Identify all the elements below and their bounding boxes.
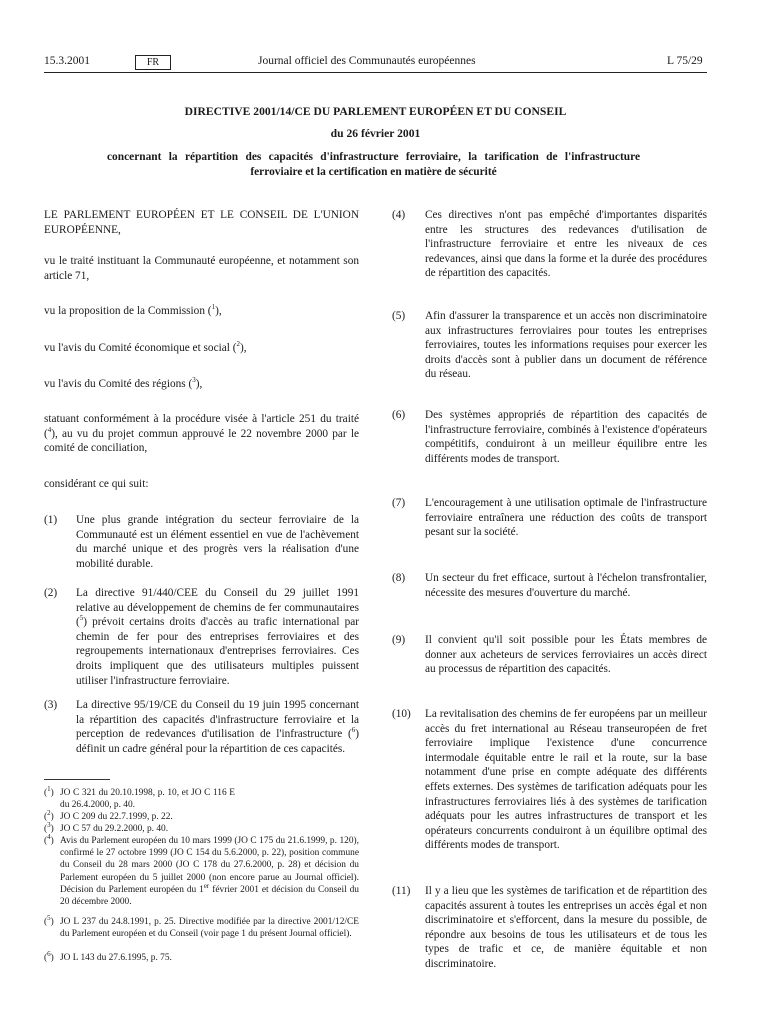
publication-date: 15.3.2001 [44, 55, 90, 67]
recital-number: (9) [392, 634, 406, 646]
footnote-text: JO L 143 du 27.6.1995, p. 75. [60, 953, 172, 963]
recital-text: Un secteur du fret efficace, surtout à l'échelon transfrontalier, nécessite des mesures d'ouverture du marché. [425, 572, 707, 599]
recital-text: Il convient qu'il soit possible pour les États membres de donner aux acheteurs de services ferroviaires un accès direct au processus de répartition des capacités. [425, 634, 707, 676]
recital-number: (4) [392, 209, 406, 221]
recital-number: (6) [392, 409, 406, 421]
recital-text: Afin d'assurer la transparence et un accès non discriminatoire aux infrastructures ferroviaires pour toutes les entreprises ferroviaires, toutes les informations requises pour exercer les droits d'accès sont à publier dans un document de référence du réseau. [425, 310, 707, 381]
recital-text: Ces directives n'ont pas empêché d'importantes disparités entre les structures des redevances d'utilisation de l'infrastructure ferroviaire et entre les niveaux de ces redevances, ainsi que dans la forme et la durée des procédures de répartition des capacités. [425, 209, 707, 280]
recital-number: (8) [392, 572, 406, 584]
recital-number: (11) [392, 885, 411, 897]
footnote-number: ($^3$) [44, 820, 54, 834]
recital-number: (1) [44, 514, 58, 526]
language-badge: FR [135, 55, 171, 70]
recital-number: (3) [44, 699, 58, 711]
recital-number: (5) [392, 310, 406, 322]
footnote-number: ($^6$) [44, 949, 54, 963]
recital-text: Une plus grande intégration du secteur ferroviaire de la Communauté est un élément essentiel en vue de l'achèvement du marché unique et des progrès vers la réalisation d'une mobilité durable. [76, 514, 359, 570]
journal-name: Journal officiel des Communautés européennes [258, 55, 476, 67]
footnote-rule [44, 779, 110, 780]
footnote-text: JO C 209 du 22.7.1999, p. 22. [60, 812, 173, 822]
recital-text: Des systèmes appropriés de répartition des capacités de l'infrastructure ferroviaire, combinés à l'existence d'opérateurs compétitifs, conduiront à un meilleur équilibre entre les différents modes de transport. [425, 409, 707, 465]
footnote-number: ($^1$) [44, 784, 54, 798]
recital-text: L'encouragement à une utilisation optimale de l'infrastructure ferroviaire entraînera une réduction des coûts de transport pesant sur la société. [425, 497, 707, 539]
footnote-number: ($^4$) [44, 832, 54, 846]
directive-date: du 26 février 2001 [330, 127, 421, 140]
preamble-procedure: statuant conformément à la procédure visée à l'article 251 du traité ($^4$), au vu du projet commun approuvé le 22 novembre 2000 par le comité de conciliation, [44, 413, 359, 455]
preamble-ecosoc: vu l'avis du Comité économique et social ($^2$), [44, 340, 247, 354]
page-number: L 75/29 [667, 55, 703, 67]
preamble-parties: LE PARLEMENT EUROPÉEN ET LE CONSEIL DE L'UNION EUROPÉENNE, [44, 209, 359, 236]
recital-text: Il y a lieu que les systèmes de tarification et de répartition des capacités assurent à toutes les entreprises un accès égal et non discriminatoire et s'efforcent, dans la mesure du possible, de répondre aux besoins de tous les utilisateurs et de tous les types de trafic et ce, de manière équitable et non discriminatoire. [425, 885, 707, 970]
footnote-text: Avis du Parlement européen du 10 mars 1999 (JO C 175 du 21.6.1999, p. 120), confirmé le 27 octobre 1999 (JO C 154 du 5.6.2000, p. 22), position commune du Conseil du 28 mars 2000 (JO C 178 du 27.6.2000, p. 28) et décision du Parlement européen du 5 juillet 2000 (non encore parue au Journal officiel). Décision du Parlement européen du 1er février 2001 et décision du Conseil du 20 décembre 2000. [60, 836, 359, 908]
preamble-considering: considérant ce qui suit: [44, 478, 149, 490]
recital-number: (7) [392, 497, 406, 509]
directive-subject: concernant la répartition des capacités d'infrastructure ferroviaire, la tarification de l'infrastructure ferroviaire et la certification en matière de sécurité [107, 151, 640, 178]
preamble-treaty: vu le traité instituant la Communauté européenne, et notamment son article 71, [44, 255, 359, 282]
directive-title: DIRECTIVE 2001/14/CE DU PARLEMENT EUROPÉEN ET DU CONSEIL [184, 105, 567, 118]
footnote-text: JO C 57 du 29.2.2000, p. 40. [60, 824, 169, 834]
recital-text: La directive 95/19/CE du Conseil du 19 juin 1995 concernant la répartition des capacités d'infrastructure ferroviaire et la perception de redevances d'utilisation de l'infrastructure ($^6$) définit un cadre général pour la répartition de ces capacités. [76, 699, 359, 755]
recital-number: (2) [44, 587, 58, 599]
recital-text: La revitalisation des chemins de fer européens par un meilleur accès du fret international au Réseau transeuropéen de fret ferroviaire implique l'existence d'une concurrence intermodale équitable entre le rail et la route, sur la base notamment d'une prise en compte adéquate des différents effets externes. Des systèmes de tarification adéquats pour les infrastructures ferroviaires liés à des systèmes de tarification adéquats pour les autres infrastructures de transport et les opérateurs concurrents conduiront à un équilibre optimal des différents modes de transport. [425, 708, 707, 852]
footnote-text: JO L 237 du 24.8.1991, p. 25. Directive modifiée par la directive 2001/12/CE du Parlement européen et du Conseil (voir page 1 du présent Journal officiel). [60, 917, 359, 940]
header-rule [44, 72, 707, 73]
footnote-text: JO C 321 du 20.10.1998, p. 10, et JO C 116 E du 26.4.2000, p. 40. [60, 788, 235, 811]
recital-number: (10) [392, 708, 411, 720]
footnote-number: ($^5$) [44, 913, 54, 927]
preamble-regions: vu l'avis du Comité des régions ($^3$), [44, 376, 203, 390]
preamble-proposal: vu la proposition de la Commission ($^1$), [44, 303, 222, 317]
footnote-number: ($^2$) [44, 808, 54, 822]
recital-text: La directive 91/440/CEE du Conseil du 29 juillet 1991 relative au développement de chemins de fer communautaires ($^5$) prévoit certains droits d'accès au trafic international par chemin de fer pour des entreprises ferroviaires et des regroupements internationaux d'entreprises ferroviaires. Ces droits impliquent que des utilisateurs multiples puissent utiliser l'infrastructure ferroviaire. [76, 587, 359, 687]
